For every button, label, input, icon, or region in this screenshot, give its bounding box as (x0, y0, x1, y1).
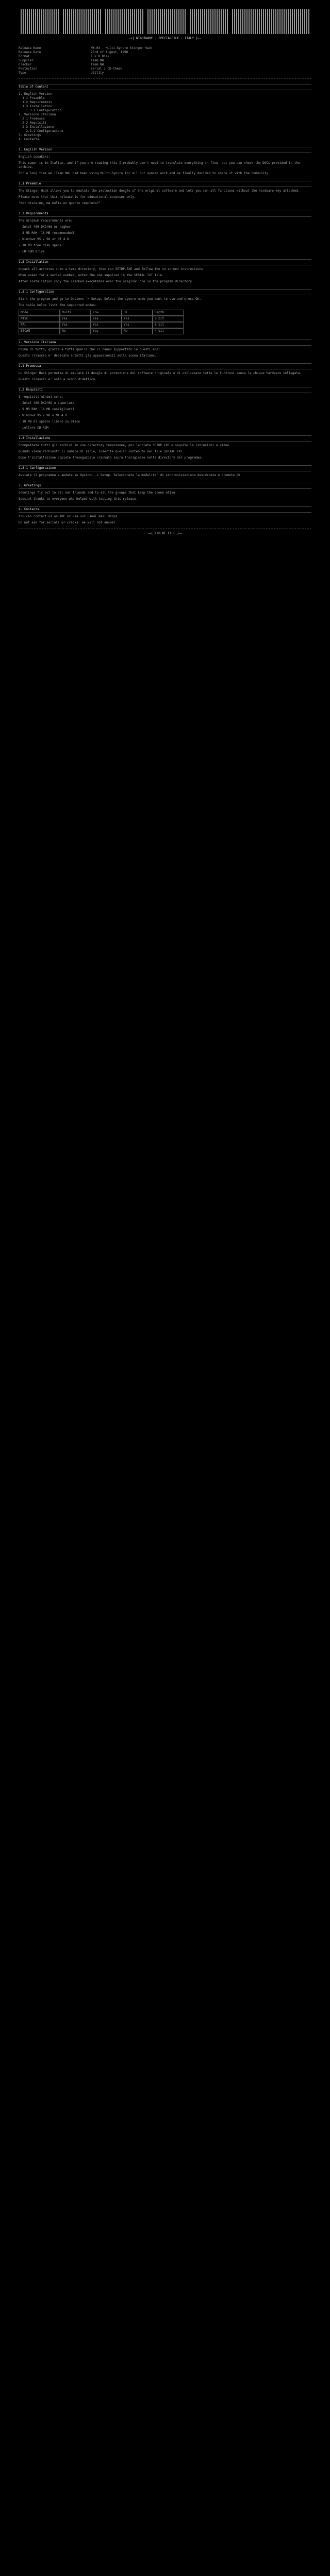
table-cell: Yes (60, 322, 91, 328)
section-paragraph: This paper is in Italian, and if you are reading this I probably don't need to translate everything in fine, but you can check the DOCs provided in the archive. (19, 161, 300, 169)
section-paragraph: Start the program and go to Options -> Setup. Select the syncro mode you want to use and press OK. (19, 297, 202, 301)
section-paragraph: - Windows 95 / 98 o NT 4.0 (19, 414, 67, 417)
toc-item: 1.2 Requirements (19, 100, 53, 104)
section-title: 2.2 Requisiti (19, 387, 311, 393)
toc-title: Table of Content (19, 84, 311, 90)
section-title: 1.2 Requirements (19, 211, 311, 217)
section (19, 147, 311, 176)
table-cell: 8 bit (153, 316, 184, 322)
section-paragraph: - Lettore CD-ROM (19, 426, 48, 430)
table-cell: Yes (122, 322, 153, 328)
toc-item: 2.3.1 Configurazione (19, 129, 63, 133)
logo-letter-block (190, 9, 228, 34)
section-paragraph: English speakers: (19, 155, 51, 159)
toc-item: 1. English Version (19, 92, 53, 96)
table-header-cell: Mode (19, 310, 60, 316)
end-of-file: -=[ END OF FILE ]=- (147, 532, 183, 535)
section (19, 340, 311, 358)
toc-item: 2. Versione Italiana (19, 113, 56, 116)
table-cell: Yes (91, 322, 122, 328)
section (19, 363, 311, 382)
section (19, 289, 311, 334)
section-paragraph: Greetings fly out to all our friends and to all the groups that keep the scene alive. (19, 491, 177, 495)
section-paragraph: Dopo l'installazione copiate l'eseguibile crackato sopra l'originale nella directory del programma. (19, 456, 203, 460)
release-info-value: Utility (91, 71, 104, 75)
section-paragraph: Prima di tutto, grazie a tutti quelli che ci hanno supportato in questi anni. (19, 348, 162, 351)
release-info-value: 23rd of August, 1998 (91, 50, 128, 54)
toc-item: 1.3 Installation (19, 105, 53, 108)
release-info-key: Protection (19, 67, 38, 71)
section (19, 259, 311, 284)
section-paragraph: - 10 MB free disk space (19, 244, 62, 247)
section-title: 4. Contacts (19, 506, 311, 513)
section-paragraph: Scompattate tutti gli archivi in una directory temporanea, poi lanciate SETUP.EXE e seguite le istruzioni a video. (19, 444, 231, 447)
section-paragraph: The minimum requirements are: (19, 219, 73, 223)
section-paragraph: Avviate il programma e andate su Opzioni -> Setup. Selezionate la modalita' di sincronizzazione desiderata e premete OK. (19, 473, 242, 477)
section-title: 2. Versione Italiana (19, 340, 311, 346)
section-title: 2.3.1 Configurazione (19, 465, 311, 471)
section (19, 483, 311, 501)
toc-item: 4. Contacts (19, 138, 39, 141)
release-info-key: Cracker (19, 63, 32, 66)
section (19, 387, 311, 430)
release-info-value: 1 x 8 Disk (91, 55, 110, 58)
section-paragraph: You can contact us on IRC or via our usual mail drops. (19, 515, 120, 518)
section-paragraph: - Intel 486 DX2/66 or higher (19, 225, 71, 229)
logo-letter-block (63, 9, 101, 34)
divider (19, 528, 311, 529)
table-cell: PAL (19, 322, 60, 328)
toc-item: 2.2 Requisiti (19, 121, 47, 125)
release-info-key: Release Name (19, 46, 41, 50)
ascii-logo (21, 7, 309, 38)
section-paragraph: - Windows 95 / 98 or NT 4.0 (19, 238, 69, 241)
section-paragraph: - Intel 486 DX2/66 o superiore (19, 401, 75, 405)
table-of-contents (19, 84, 311, 142)
section-paragraph: - 8 MB RAM (16 MB consigliati) (19, 408, 75, 411)
section-paragraph: Questo rilascio e' solo a scopo didattico. (19, 378, 97, 381)
release-info-row (19, 55, 311, 59)
section-paragraph: "Not discerne, ma molte no quanto completo?" (19, 201, 101, 205)
toc-item: 3. Greetings (19, 133, 41, 137)
table-cell: No (60, 328, 91, 334)
section-paragraph: Do not ask for serials or cracks: we will not answer. (19, 521, 118, 524)
release-info-row (19, 67, 311, 71)
table-cell: NTSC (19, 316, 60, 322)
table-cell: Yes (91, 328, 122, 334)
table-cell: 8 bit (153, 322, 184, 328)
release-info-key: Supplier (19, 59, 34, 62)
table-cell: Yes (122, 316, 153, 322)
release-info-key: Format (19, 55, 30, 58)
section (19, 211, 311, 254)
mode-table (19, 310, 311, 334)
release-info-value: NW-03 - Multi-Syncro Stinger Hack (91, 46, 153, 50)
section-paragraph: Quando viene richiesto il numero di serie, inserite quello contenuto nel file SERIAL.TXT. (19, 450, 185, 453)
logo-letter-block (21, 9, 59, 34)
logo-letter-block (105, 9, 143, 34)
section-title: 2.3 Installazione (19, 435, 311, 442)
section (19, 435, 311, 460)
table-header-cell: Low (91, 310, 122, 316)
toc-item: 2.3 Installazione (19, 125, 54, 129)
release-info-row (19, 46, 311, 50)
toc-item: 2.1 Premessa (19, 117, 45, 121)
section-paragraph: Please note that this release is for educational purposes only. (19, 195, 136, 199)
section-paragraph: Unpack all archives into a temp directory, then run SETUP.EXE and follow the on-screen instructions. (19, 267, 205, 271)
section-title: 1.3.1 Configuration (19, 289, 311, 295)
logo-letter-block (271, 9, 309, 34)
release-info-row (19, 63, 311, 67)
section-title: 1.3 Installation (19, 259, 311, 265)
table-header-cell: Hi (122, 310, 153, 316)
section-paragraph: Questo rilascio e' dedicato a tutti gli appassionati della scena italiana. (19, 354, 157, 358)
section-paragraph: I requisiti minimi sono: (19, 395, 63, 399)
section-paragraph: After installation copy the cracked executable over the original one in the program directory. (19, 280, 194, 283)
table-cell: No (122, 328, 153, 334)
table-cell: Yes (91, 316, 122, 322)
section-title: 2.1 Premessa (19, 363, 311, 369)
release-info-key: Release Date (19, 50, 41, 54)
table-cell: SECAM (19, 328, 60, 334)
section-paragraph: For a long time we (Team NW) had been using Multi-Syncro for all our syncro work and we finally decided to share it with the community. (19, 172, 270, 175)
toc-item: 1.1 Preamble (19, 96, 45, 100)
release-info-row (19, 50, 311, 55)
table-header-cell: Depth (153, 310, 184, 316)
table-cell: Yes (60, 316, 91, 322)
release-info-value: Team NW (91, 59, 104, 62)
section-paragraph: Special thanks to everyone who helped with testing this release. (19, 497, 138, 501)
section (19, 506, 311, 525)
toc-item: 1.3.1 Configuration (19, 109, 62, 112)
release-info-row (19, 59, 311, 63)
logo-letter-block (232, 9, 270, 34)
divider (19, 78, 311, 79)
section-paragraph: The Stinger Hack allows you to emulate the protection dongle of the original software and lets you run all functions without the hardware key attached. (19, 189, 300, 193)
section-paragraph: - 8 MB RAM (16 MB recommended) (19, 231, 75, 235)
release-info (19, 46, 311, 75)
table-header-cell: Multi (60, 310, 91, 316)
release-info-key: Type (19, 71, 26, 75)
logo-tagline: -=[ NIGHTWARE · SPECIALFILE · ITALY ]=- (128, 37, 202, 40)
section-title: 1. English Version (19, 147, 311, 153)
section-paragraph: When asked for a serial number, enter the one supplied in the SERIAL.TXT file. (19, 274, 164, 277)
section-paragraph: Lo Stinger Hack permette di emulare il dongle di protezione del software originale e di utilizzare tutte le funzioni senza la chiave hardware collegata. (19, 371, 302, 375)
section-title: 3. Greetings (19, 483, 311, 489)
release-info-value: Team NW (91, 63, 104, 66)
section (19, 465, 311, 478)
release-info-value: Serial / CD-Check (91, 67, 123, 71)
logo-letter-block (147, 9, 186, 34)
release-info-row (19, 71, 311, 75)
section-paragraph: - 10 MB di spazio libero su disco (19, 420, 80, 423)
section-title: 1.1 Preamble (19, 181, 311, 187)
section-paragraph: - CD-ROM drive (19, 250, 45, 253)
section (19, 181, 311, 206)
document (19, 7, 311, 536)
table-cell: 4 bit (153, 328, 184, 334)
section-paragraph: The table below lists the supported modes: (19, 303, 97, 307)
